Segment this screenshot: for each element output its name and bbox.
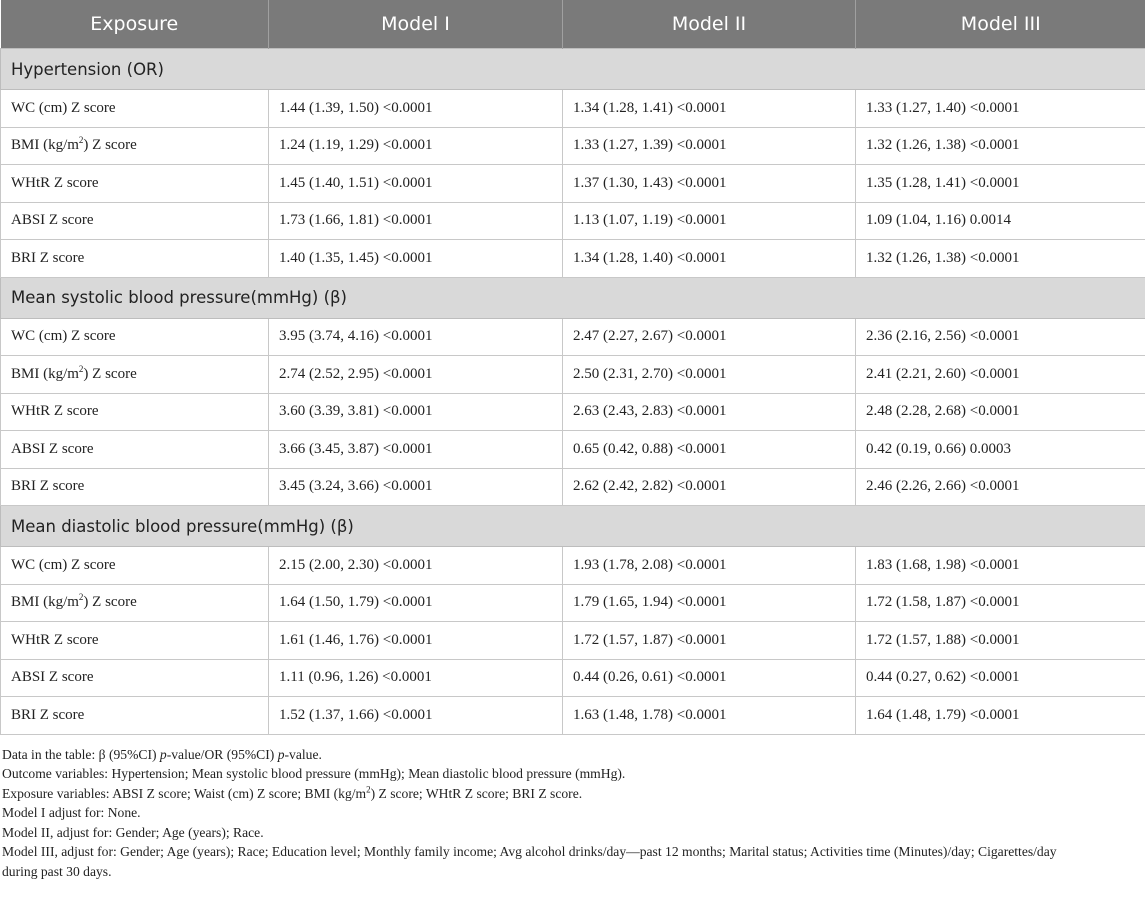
model-2-value-cell: 0.44 (0.26, 0.61) <0.0001 bbox=[563, 659, 856, 697]
footnote-text: Data in the table: β (95%CI) bbox=[2, 746, 160, 762]
exposure-label: WHtR Z score bbox=[11, 174, 99, 191]
footnote-italic: p bbox=[277, 746, 285, 762]
table-row bbox=[1, 659, 1145, 697]
exposure-label: WC (cm) Z score bbox=[11, 99, 116, 116]
section-row bbox=[1, 277, 1145, 318]
exposure-cell bbox=[1, 356, 269, 394]
exposure-label-suffix: ) Z score bbox=[83, 137, 137, 154]
exposure-superscript: 2 bbox=[78, 363, 84, 374]
exposure-label: WHtR Z score bbox=[11, 631, 99, 648]
model-3-value-cell: 0.42 (0.19, 0.66) 0.0003 bbox=[856, 431, 1145, 469]
model-3-value-cell: 1.72 (1.57, 1.88) <0.0001 bbox=[856, 622, 1145, 660]
exposure-label: BRI Z score bbox=[11, 249, 85, 266]
footnote-text: ) Z score; WHtR Z score; BRI Z score. bbox=[370, 785, 583, 801]
table-row bbox=[1, 622, 1145, 660]
exposure-cell bbox=[1, 393, 269, 431]
model-1-value-cell: 1.64 (1.50, 1.79) <0.0001 bbox=[269, 584, 563, 622]
exposure-label-suffix: ) Z score bbox=[83, 594, 137, 611]
table-row bbox=[1, 165, 1145, 203]
header-model-1: Model I bbox=[269, 0, 563, 49]
section-row bbox=[1, 506, 1145, 547]
model-2-value-cell: 1.34 (1.28, 1.41) <0.0001 bbox=[563, 90, 856, 128]
model-3-value-cell: 1.33 (1.27, 1.40) <0.0001 bbox=[856, 90, 1145, 128]
exposure-cell bbox=[1, 318, 269, 356]
exposure-label: ABSI Z score bbox=[11, 440, 94, 457]
exposure-label: BMI (kg/m bbox=[11, 594, 79, 611]
header-model-2: Model II bbox=[563, 0, 856, 49]
model-2-value-cell: 2.63 (2.43, 2.83) <0.0001 bbox=[563, 393, 856, 431]
exposure-cell bbox=[1, 240, 269, 278]
model-1-value-cell: 1.61 (1.46, 1.76) <0.0001 bbox=[269, 622, 563, 660]
footnote-superscript: 2 bbox=[366, 783, 371, 794]
footnote-outcome-variables: Outcome variables: Hypertension; Mean systolic blood pressure (mmHg); Mean diastolic blood pressure (mmHg). bbox=[2, 766, 626, 781]
footnote-text: -value. bbox=[284, 746, 322, 762]
exposure-label: WHtR Z score bbox=[11, 403, 99, 420]
table-row bbox=[1, 318, 1145, 356]
table-row bbox=[1, 240, 1145, 278]
exposure-label: ABSI Z score bbox=[11, 669, 94, 686]
section-row bbox=[1, 49, 1145, 90]
table-footnotes bbox=[0, 735, 1145, 882]
model-1-value-cell: 3.95 (3.74, 4.16) <0.0001 bbox=[269, 318, 563, 356]
footnote-text: during past 30 days. bbox=[2, 863, 112, 879]
exposure-label: BMI (kg/m bbox=[11, 365, 79, 382]
exposure-label-suffix: ) Z score bbox=[83, 365, 137, 382]
model-2-value-cell: 2.62 (2.42, 2.82) <0.0001 bbox=[563, 468, 856, 506]
exposure-label: WC (cm) Z score bbox=[11, 556, 116, 573]
model-3-value-cell: 1.32 (1.26, 1.38) <0.0001 bbox=[856, 127, 1145, 165]
table-body bbox=[1, 49, 1145, 735]
exposure-cell bbox=[1, 697, 269, 735]
model-2-value-cell: 1.72 (1.57, 1.87) <0.0001 bbox=[563, 622, 856, 660]
exposure-cell bbox=[1, 165, 269, 203]
model-1-value-cell: 3.60 (3.39, 3.81) <0.0001 bbox=[269, 393, 563, 431]
header-model-3: Model III bbox=[856, 0, 1145, 49]
model-2-value-cell: 1.93 (1.78, 2.08) <0.0001 bbox=[563, 547, 856, 585]
footnote-italic: p bbox=[159, 746, 167, 762]
exposure-superscript: 2 bbox=[78, 135, 84, 146]
table-row bbox=[1, 431, 1145, 469]
exposure-label: ABSI Z score bbox=[11, 212, 94, 229]
header-exposure: Exposure bbox=[1, 0, 269, 49]
model-1-value-cell: 1.44 (1.39, 1.50) <0.0001 bbox=[269, 90, 563, 128]
model-1-value-cell: 1.24 (1.19, 1.29) <0.0001 bbox=[269, 127, 563, 165]
model-2-value-cell: 1.37 (1.30, 1.43) <0.0001 bbox=[563, 165, 856, 203]
model-2-value-cell: 1.13 (1.07, 1.19) <0.0001 bbox=[563, 202, 856, 240]
model-2-value-cell: 0.65 (0.42, 0.88) <0.0001 bbox=[563, 431, 856, 469]
model-3-value-cell: 2.46 (2.26, 2.66) <0.0001 bbox=[856, 468, 1145, 506]
section-title: Mean diastolic blood pressure(mmHg) (β) bbox=[1, 506, 1145, 547]
footnote-text: Model III, adjust for: Gender; Age (years); Race; Education level; Monthly family income; Avg alcohol drinks/day—past 12 months; Marital status; Activities time (Minutes)/day; Cigarettes/day bbox=[2, 844, 1057, 859]
model-2-value-cell: 2.47 (2.27, 2.67) <0.0001 bbox=[563, 318, 856, 356]
model-2-value-cell: 1.33 (1.27, 1.39) <0.0001 bbox=[563, 127, 856, 165]
exposure-cell bbox=[1, 659, 269, 697]
footnote-data-format bbox=[2, 745, 1145, 765]
model-3-value-cell: 1.35 (1.28, 1.41) <0.0001 bbox=[856, 165, 1145, 203]
model-3-value-cell: 1.09 (1.04, 1.16) 0.0014 bbox=[856, 202, 1145, 240]
footnote-exposure-variables bbox=[2, 784, 1145, 804]
model-3-value-cell: 0.44 (0.27, 0.62) <0.0001 bbox=[856, 659, 1145, 697]
model-1-value-cell: 1.52 (1.37, 1.66) <0.0001 bbox=[269, 697, 563, 735]
model-3-value-cell: 2.41 (2.21, 2.60) <0.0001 bbox=[856, 356, 1145, 394]
model-3-value-cell: 1.72 (1.58, 1.87) <0.0001 bbox=[856, 584, 1145, 622]
model-1-value-cell: 1.40 (1.35, 1.45) <0.0001 bbox=[269, 240, 563, 278]
footnote-model-1: Model I adjust for: None. bbox=[2, 805, 141, 820]
model-3-value-cell: 2.36 (2.16, 2.56) <0.0001 bbox=[856, 318, 1145, 356]
section-title: Hypertension (OR) bbox=[1, 49, 1145, 90]
model-2-value-cell: 1.63 (1.48, 1.78) <0.0001 bbox=[563, 697, 856, 735]
footnote-text: Exposure variables: ABSI Z score; Waist (cm) Z score; BMI (kg/m bbox=[2, 785, 367, 801]
exposure-superscript: 2 bbox=[78, 592, 84, 603]
model-3-value-cell: 1.83 (1.68, 1.98) <0.0001 bbox=[856, 547, 1145, 585]
table-header bbox=[1, 0, 1145, 49]
model-2-value-cell: 1.79 (1.65, 1.94) <0.0001 bbox=[563, 584, 856, 622]
footnote-text: -value/OR (95%CI) bbox=[166, 746, 278, 762]
exposure-label: WC (cm) Z score bbox=[11, 328, 116, 345]
model-1-value-cell: 1.73 (1.66, 1.81) <0.0001 bbox=[269, 202, 563, 240]
table-row bbox=[1, 393, 1145, 431]
exposure-label: BMI (kg/m bbox=[11, 137, 79, 154]
exposure-cell bbox=[1, 202, 269, 240]
exposure-cell bbox=[1, 468, 269, 506]
model-2-value-cell: 2.50 (2.31, 2.70) <0.0001 bbox=[563, 356, 856, 394]
table-row bbox=[1, 90, 1145, 128]
exposure-cell bbox=[1, 90, 269, 128]
table-row bbox=[1, 697, 1145, 735]
model-1-value-cell: 3.45 (3.24, 3.66) <0.0001 bbox=[269, 468, 563, 506]
exposure-cell bbox=[1, 431, 269, 469]
table-row bbox=[1, 584, 1145, 622]
model-3-value-cell: 2.48 (2.28, 2.68) <0.0001 bbox=[856, 393, 1145, 431]
model-2-value-cell: 1.34 (1.28, 1.40) <0.0001 bbox=[563, 240, 856, 278]
model-1-value-cell: 1.45 (1.40, 1.51) <0.0001 bbox=[269, 165, 563, 203]
exposure-label: BRI Z score bbox=[11, 706, 85, 723]
footnote-model-2: Model II, adjust for: Gender; Age (years); Race. bbox=[2, 824, 264, 840]
table-row bbox=[1, 547, 1145, 585]
table-row bbox=[1, 202, 1145, 240]
model-1-value-cell: 2.15 (2.00, 2.30) <0.0001 bbox=[269, 547, 563, 585]
model-1-value-cell: 2.74 (2.52, 2.95) <0.0001 bbox=[269, 356, 563, 394]
exposure-cell bbox=[1, 127, 269, 165]
model-1-value-cell: 3.66 (3.45, 3.87) <0.0001 bbox=[269, 431, 563, 469]
section-title: Mean systolic blood pressure(mmHg) (β) bbox=[1, 277, 1145, 318]
model-3-value-cell: 1.32 (1.26, 1.38) <0.0001 bbox=[856, 240, 1145, 278]
footnote-model-3 bbox=[2, 842, 1145, 881]
header-row bbox=[1, 0, 1145, 49]
table-row bbox=[1, 127, 1145, 165]
exposure-cell bbox=[1, 622, 269, 660]
table-row bbox=[1, 356, 1145, 394]
table-row bbox=[1, 468, 1145, 506]
model-1-value-cell: 1.11 (0.96, 1.26) <0.0001 bbox=[269, 659, 563, 697]
exposure-label: BRI Z score bbox=[11, 478, 85, 495]
model-3-value-cell: 1.64 (1.48, 1.79) <0.0001 bbox=[856, 697, 1145, 735]
exposure-cell bbox=[1, 584, 269, 622]
exposure-cell bbox=[1, 547, 269, 585]
